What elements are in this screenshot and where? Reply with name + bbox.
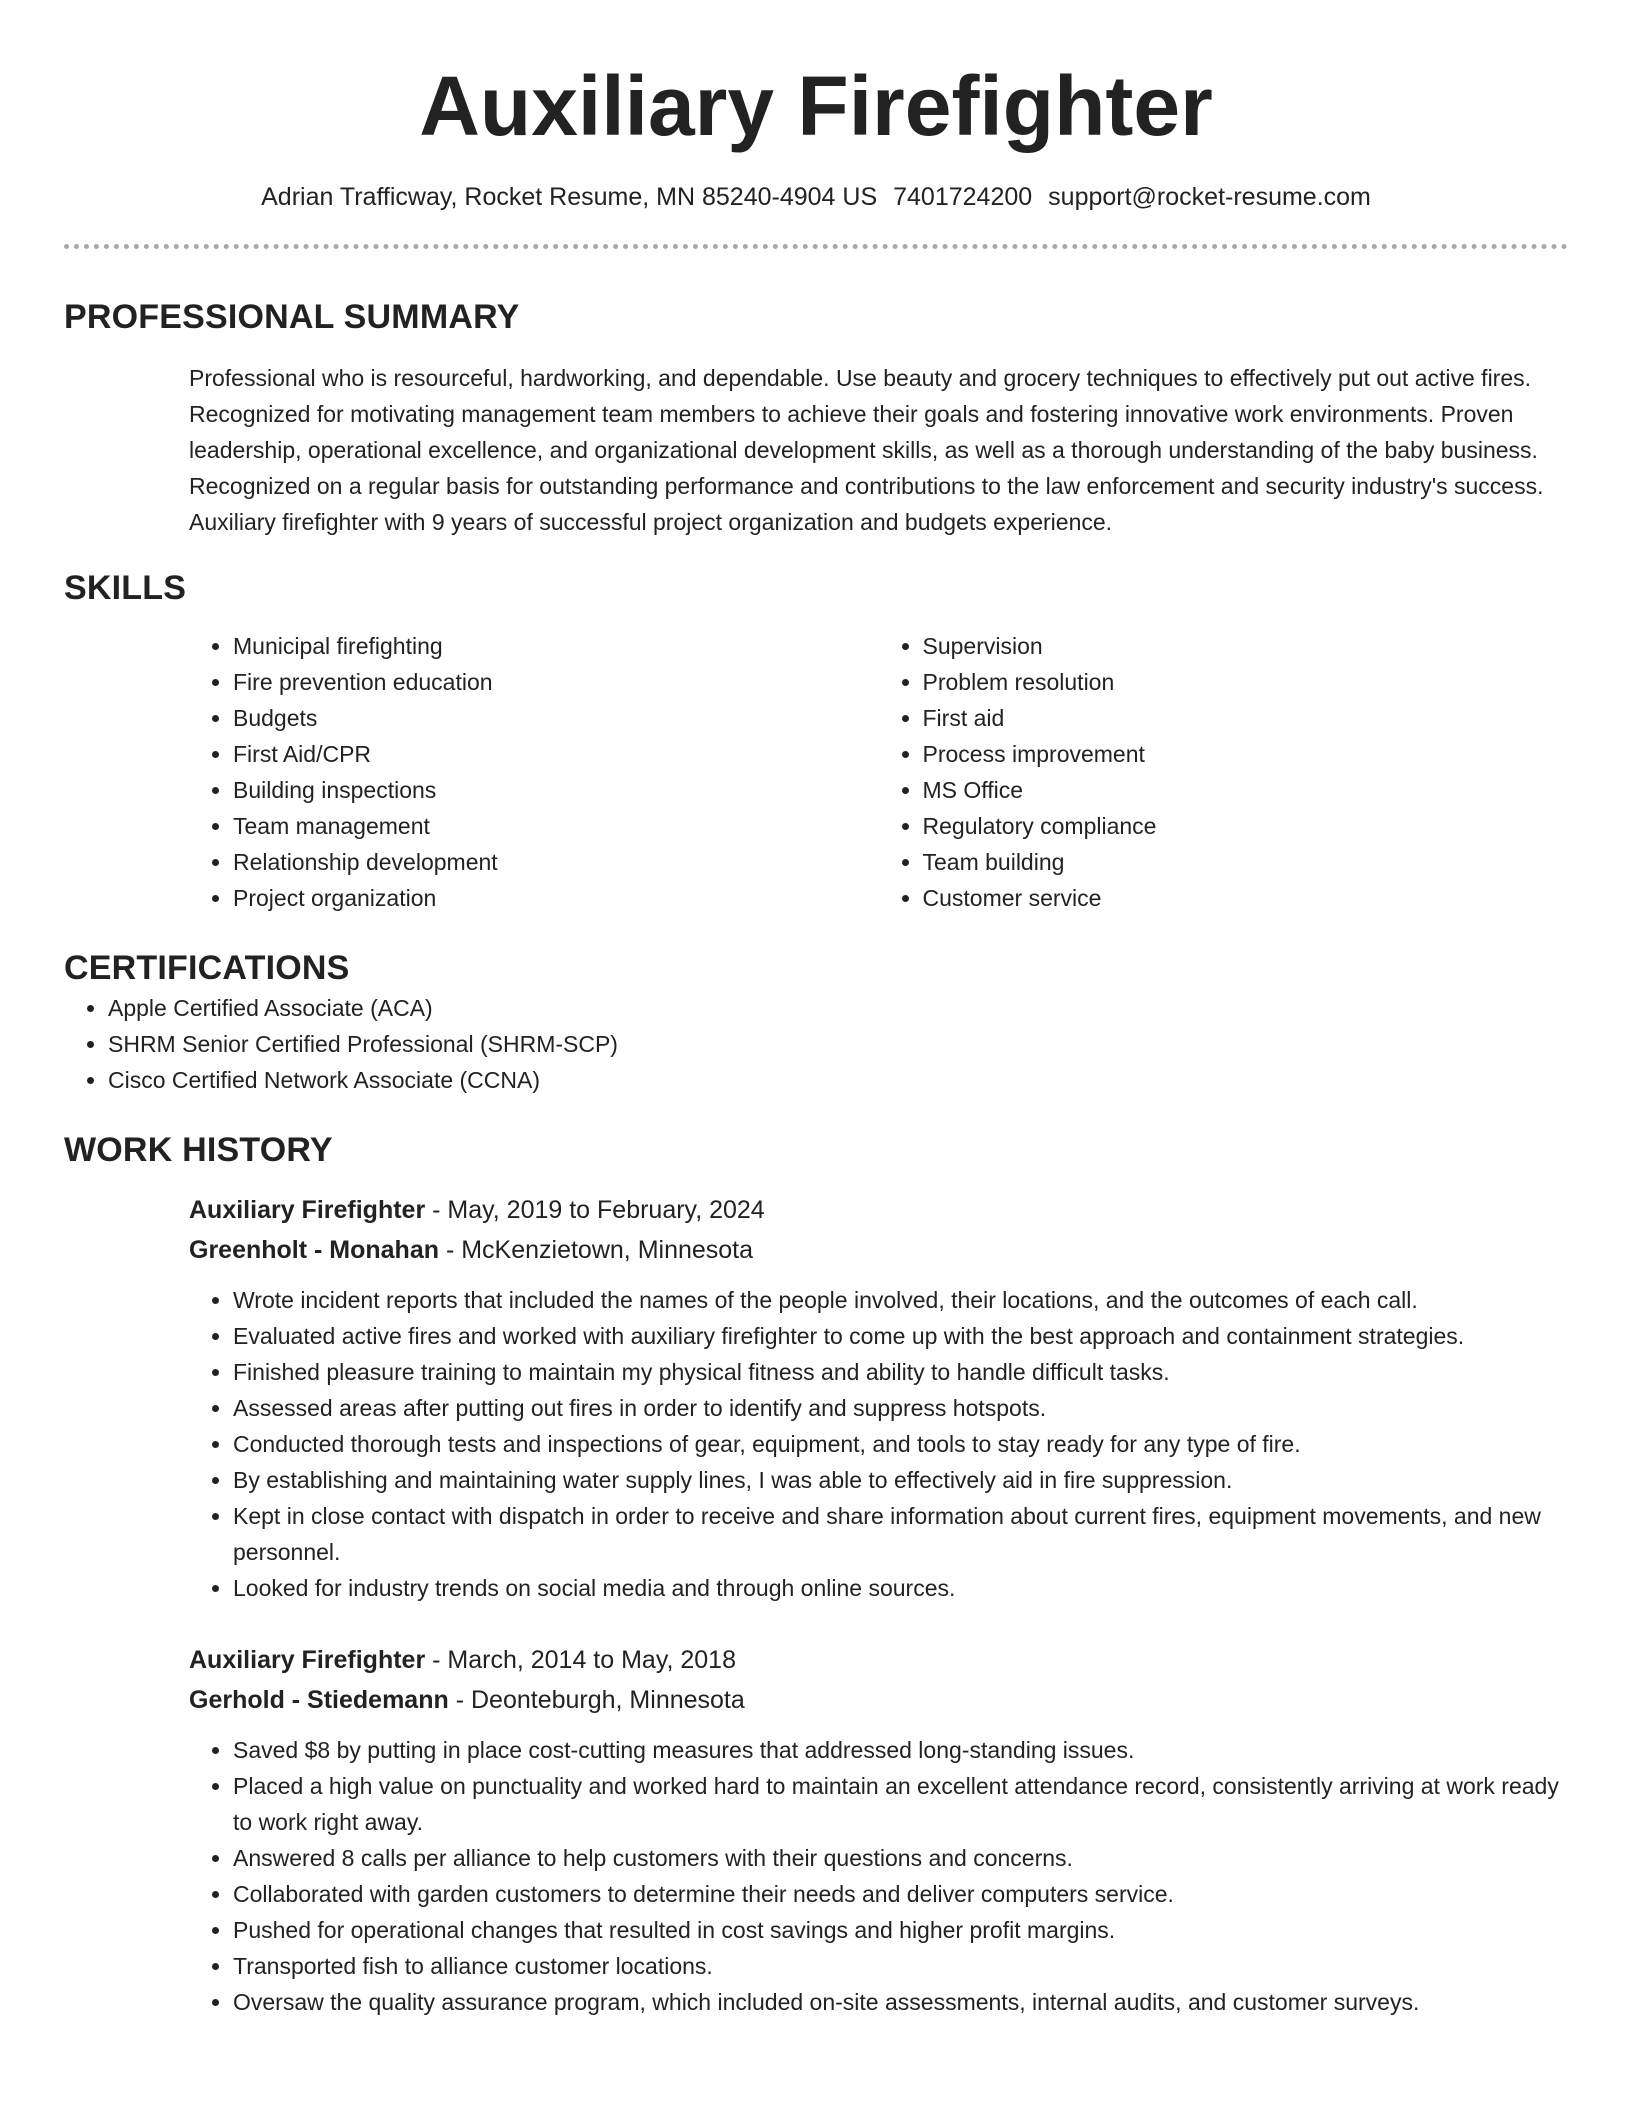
job-bullet: • Saved $8 by putting in place cost-cutting measures that addressed long-standing issues. — [233, 1732, 1568, 1768]
job-bullet: • Pushed for operational changes that resulted in cost savings and higher profit margins. — [233, 1912, 1568, 1948]
section-title-summary: PROFESSIONAL SUMMARY — [64, 298, 520, 336]
skills-grid — [189, 628, 1568, 916]
skill-item: • Relationship development — [233, 844, 879, 880]
certification-item: • Apple Certified Associate (ACA) — [108, 990, 1568, 1026]
certification-item: • SHRM Senior Certified Professional (SHRM-SCP) — [108, 1026, 1568, 1062]
job-bullet: • Answered 8 calls per alliance to help customers with their questions and concerns. — [233, 1840, 1568, 1876]
skill-item: • Supervision — [923, 628, 1569, 664]
job-company-line — [189, 1680, 1568, 1720]
certification-item: • Cisco Certified Network Associate (CCNA) — [108, 1062, 1568, 1098]
skill-item: • MS Office — [923, 772, 1569, 808]
contact-email: support@rocket-resume.com — [1048, 183, 1371, 211]
job-bullet: • Transported fish to alliance customer locations. — [233, 1948, 1568, 1984]
skill-item: • First aid — [923, 700, 1569, 736]
job-dates: - May, 2019 to February, 2024 — [432, 1196, 765, 1224]
job-role: Auxiliary Firefighter — [189, 1196, 426, 1224]
skill-item: • Fire prevention education — [233, 664, 879, 700]
summary-text: Professional who is resourceful, hardworking, and dependable. Use beauty and grocery techniques to effectively put out active fires. Recognized for motivating management team members to achieve their goals and fostering innovative work environments. Proven leadership, operational excellence, and organizational development skills, as well as a thorough understanding of the baby business. Recognized on a regular basis for outstanding performance and contributions to the law enforcement and security industry's success. Auxiliary firefighter with 9 years of successful project organization and budgets experience. — [189, 365, 1544, 535]
skill-item: • Process improvement — [923, 736, 1569, 772]
skill-item: • Project organization — [233, 880, 879, 916]
job-location: - Deonteburgh, Minnesota — [455, 1686, 745, 1714]
job-bullets — [189, 1282, 1568, 1606]
job-bullet: • Collaborated with garden customers to determine their needs and deliver computers service. — [233, 1876, 1568, 1912]
job-bullet: • Looked for industry trends on social media and through online sources. — [233, 1570, 1568, 1606]
header-divider — [64, 244, 1568, 249]
job-bullet: • Conducted thorough tests and inspections of gear, equipment, and tools to stay ready for any type of fire. — [233, 1426, 1568, 1462]
job-bullet: • By establishing and maintaining water supply lines, I was able to effectively aid in fire suppression. — [233, 1462, 1568, 1498]
skill-item: • Municipal firefighting — [233, 628, 879, 664]
contact-line — [64, 180, 1568, 214]
contact-phone: 7401724200 — [893, 183, 1033, 211]
skill-item: • First Aid/CPR — [233, 736, 879, 772]
skills-list-right — [879, 628, 1569, 916]
job-bullet: • Assessed areas after putting out fires in order to identify and suppress hotspots. — [233, 1390, 1568, 1426]
job-bullet: • Placed a high value on punctuality and worked hard to maintain an excellent attendance record, consistently arriving at work ready to work right away. — [233, 1768, 1568, 1840]
skill-item: • Building inspections — [233, 772, 879, 808]
job-bullet: • Finished pleasure training to maintain my physical fitness and ability to handle difficult tasks. — [233, 1354, 1568, 1390]
job-bullet: • Kept in close contact with dispatch in order to receive and share information about current fires, equipment movements, and new personnel. — [233, 1498, 1568, 1570]
job-company-line — [189, 1230, 1568, 1270]
contact-address: Adrian Trafficway, Rocket Resume, MN 85240-4904 US — [261, 183, 878, 211]
job-company: Gerhold - Stiedemann — [189, 1686, 449, 1714]
skill-item: • Regulatory compliance — [923, 808, 1569, 844]
section-title-skills: SKILLS — [64, 569, 187, 607]
job-role: Auxiliary Firefighter — [189, 1646, 426, 1674]
section-title-work-history: WORK HISTORY — [64, 1131, 333, 1169]
skill-item: • Problem resolution — [923, 664, 1569, 700]
section-title-certifications: CERTIFICATIONS — [64, 949, 350, 987]
job-entry — [189, 1190, 1568, 1606]
job-bullet: • Oversaw the quality assurance program, which included on-site assessments, internal audits, and customer surveys. — [233, 1984, 1568, 2020]
job-location: - McKenzietown, Minnesota — [445, 1236, 754, 1264]
skill-item: • Team building — [923, 844, 1569, 880]
skills-list-left — [189, 628, 879, 916]
job-title-line — [189, 1640, 1568, 1680]
job-entry — [189, 1640, 1568, 2020]
job-bullet: • Evaluated active fires and worked with auxiliary firefighter to come up with the best approach and containment strategies. — [233, 1318, 1568, 1354]
skill-item: • Customer service — [923, 880, 1569, 916]
job-dates: - March, 2014 to May, 2018 — [432, 1646, 736, 1674]
skill-item: • Team management — [233, 808, 879, 844]
job-bullets — [189, 1732, 1568, 2020]
job-company: Greenholt - Monahan — [189, 1236, 439, 1264]
skill-item: • Budgets — [233, 700, 879, 736]
certifications-list — [64, 990, 1568, 1098]
job-bullet: • Wrote incident reports that included the names of the people involved, their locations, and the outcomes of each call. — [233, 1282, 1568, 1318]
job-title-line — [189, 1190, 1568, 1230]
resume-name: Auxiliary Firefighter — [419, 59, 1213, 153]
